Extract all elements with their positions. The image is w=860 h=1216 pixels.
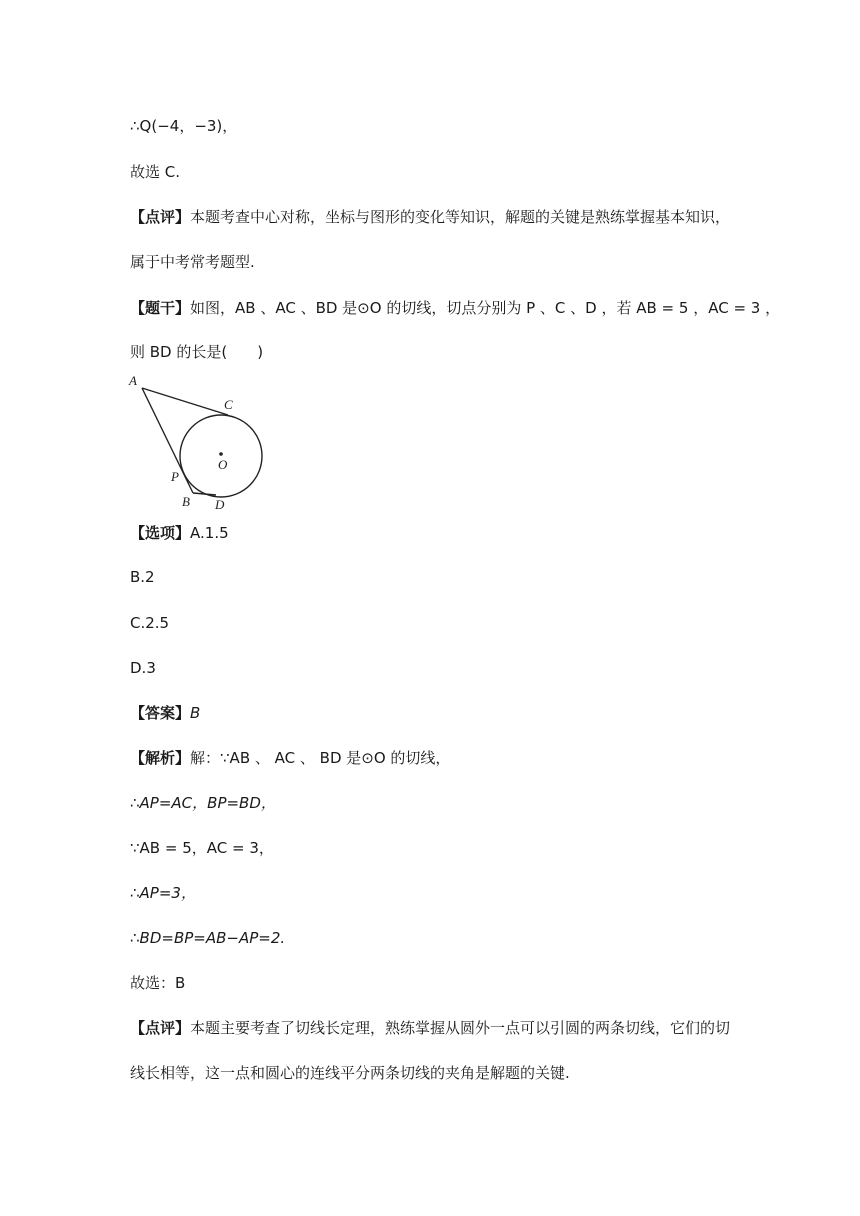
prev-solution-line-1: ∴Q(−4，−3)， [130,117,238,135]
question-line-1 [130,298,780,318]
analysis-tag: 【解析】 [130,749,191,767]
comment-text-1: 本题主要考查了切线长定理，熟练掌握从圆外一点可以引圆的两条切线，它们的切 [190,1019,731,1037]
comment-line-2: 线长相等，这一点和圆心的连线平分两条切线的夹角是解题的关键. [130,1064,570,1082]
prev-solution-line-2: 故选 C. [130,163,181,181]
label-b: B [182,494,190,509]
circle-o [180,415,262,497]
analysis-text-1: 解：∵AB 、 AC 、 BD 是⊙O 的切线， [190,749,451,767]
analysis-line-6: 故选：B [130,974,186,992]
analysis-line-3: ∵AB = 5，AC = 3， [130,839,274,857]
option-c: C.2.5 [130,614,170,632]
tangent-bd [193,493,216,495]
label-c: C [224,397,233,412]
answer-line [130,703,200,723]
prev-comment-text: 本题考查中心对称，坐标与图形的变化等知识，解题的关键是熟练掌握基本知识， [190,208,731,226]
option-d: D.3 [130,659,156,677]
answer-tag: 【答案】 [130,704,191,722]
comment-line-1 [130,1018,730,1038]
center-point-o [219,452,223,456]
analysis-line-4: ∴AP=3， [130,884,196,902]
question-text: 如图，AB 、AC 、BD 是⊙O 的切线，切点分别为 P 、C 、D ，若 AB = 5 ，AC = 3 ， [190,299,781,317]
option-a-line [130,523,229,543]
tangent-ab [142,388,193,493]
prev-comment-tag: 【点评】 [130,208,191,226]
label-o: O [218,457,228,472]
answer-value: B [190,704,201,722]
analysis-line-5: ∴BD=BP=AB−AP=2. [130,929,286,947]
label-p: P [171,469,179,484]
prev-comment-line-1 [130,207,730,227]
tangent-ac [142,388,228,415]
analysis-line-2: ∴AP=AC，BP=BD， [130,794,276,812]
comment-tag: 【点评】 [130,1019,191,1037]
option-b: B.2 [130,568,155,586]
label-a: A [129,373,137,388]
question-line-2: 则 BD 的长是( ) [130,343,264,361]
tangent-circle-figure [126,368,271,516]
analysis-line-1 [130,748,450,768]
options-tag: 【选项】 [130,524,191,542]
prev-comment-line-2: 属于中考常考题型. [130,253,255,271]
label-d: D [215,497,225,512]
option-a: A.1.5 [190,524,229,542]
question-tag: 【题干】 [130,299,191,317]
